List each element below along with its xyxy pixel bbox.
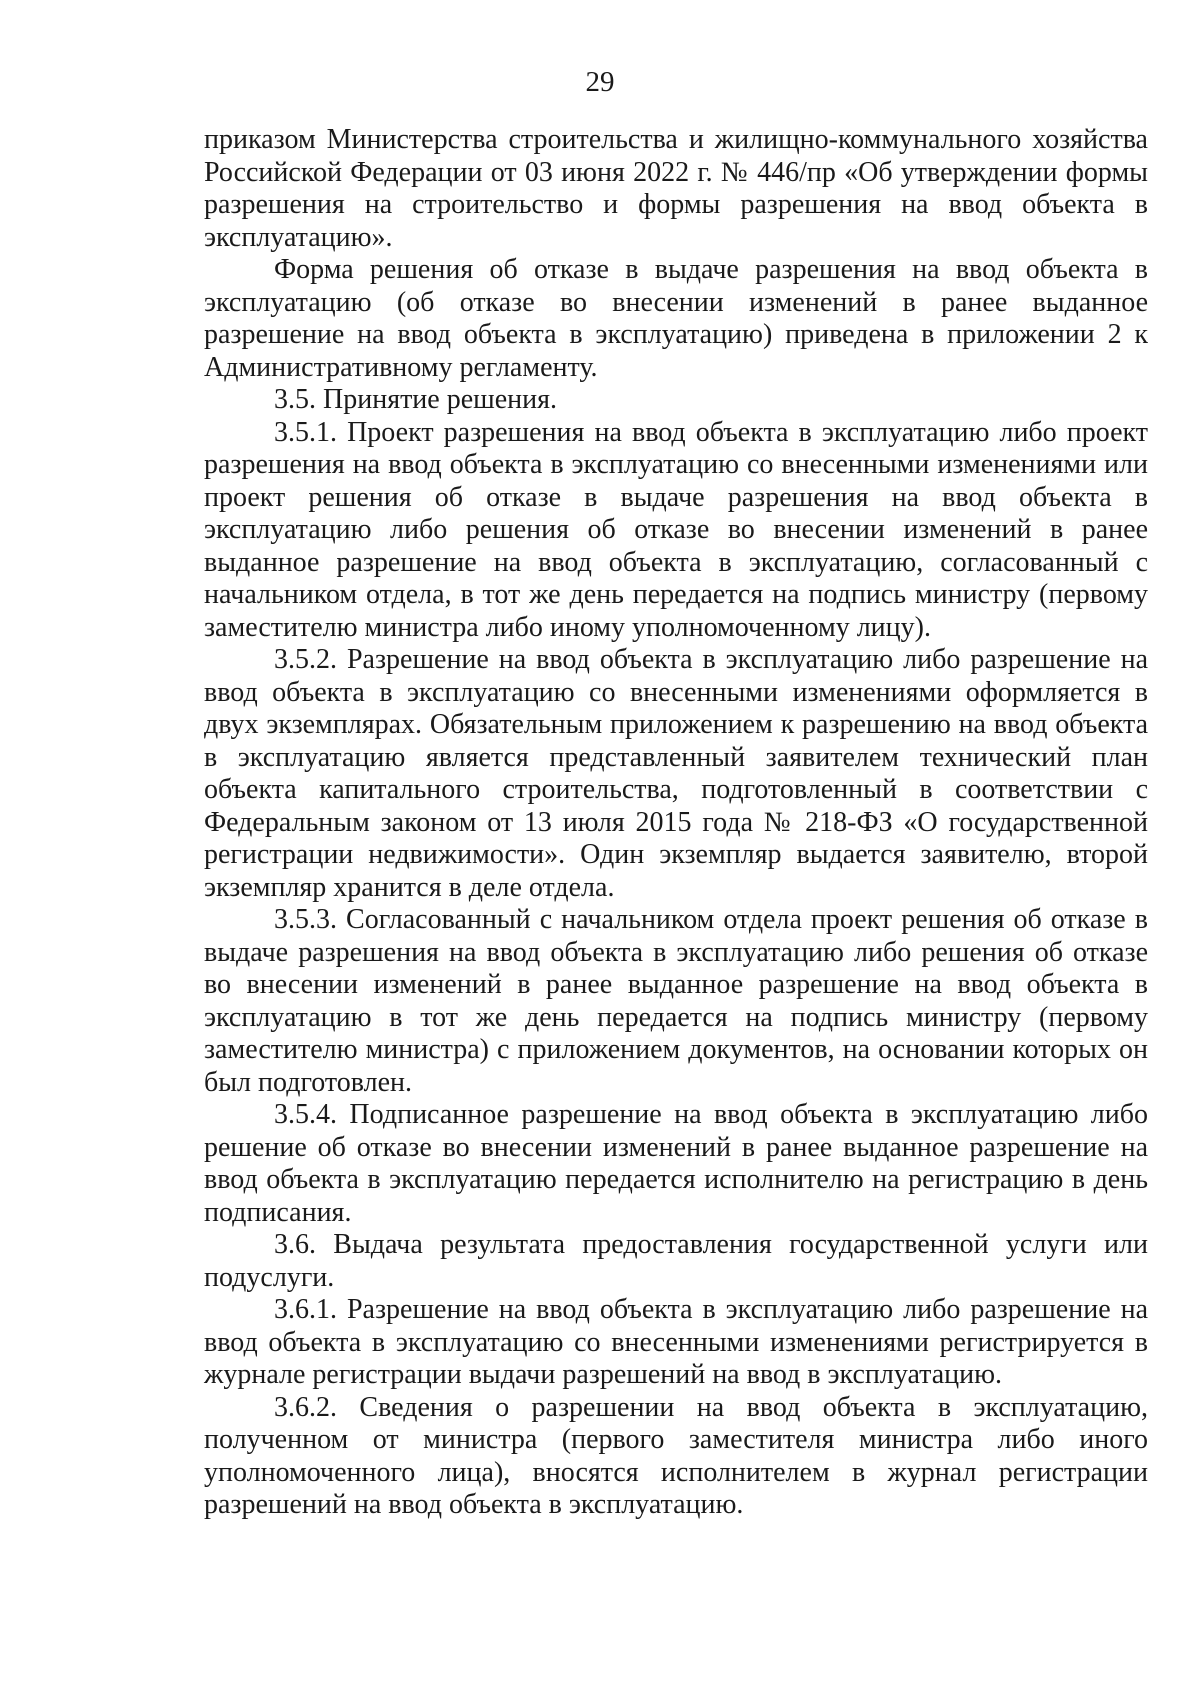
page-number: 29 bbox=[585, 66, 615, 98]
section-3-6-heading: 3.6. Выдача результата предоставления государственной услуги или подуслуги. bbox=[204, 1229, 1148, 1293]
paragraph-3-6-1: 3.6.1. Разрешение на ввод объекта в эксплуатацию либо разрешение на ввод объекта в эксплуатацию со внесенными изменениями регистрируется в журнале регистрации выдачи разрешений на ввод в эксплуатацию. bbox=[204, 1294, 1148, 1390]
paragraph-order-reference: приказом Министерства строительства и жилищно-коммунального хозяйства Российской Федерации от 03 июня 2022 г. № 446/пр «Об утверждении формы разрешения на строительство и формы разрешения на ввод объекта в эксплуатацию». bbox=[204, 124, 1148, 253]
paragraph-3-5-3: 3.5.3. Согласованный с начальником отдела проект решения об отказе в выдаче разрешения на ввод объекта в эксплуатацию либо решения об отказе во внесении изменений в ранее выданное разрешение на ввод объекта в эксплуатацию в тот же день передается на подпись министру (первому заместителю министра) с приложением документов, на основании которых он был подготовлен. bbox=[204, 904, 1148, 1098]
paragraph-3-5-2: 3.5.2. Разрешение на ввод объекта в эксплуатацию либо разрешение на ввод объекта в эксплуатацию со внесенными изменениями оформляется в двух экземплярах. Обязательным приложением к разрешению на ввод объекта в эксплуатацию является представленный заявителем технический план объекта капитального строительства, подготовленный в соответствии с Федеральным законом от 13 июля 2015 года № 218-ФЗ «О государственной регистрации недвижимости». Один экземпляр выдается заявителю, второй экземпляр хранится в деле отдела. bbox=[204, 644, 1148, 903]
section-3-5-heading: 3.5. Принятие решения. bbox=[274, 384, 557, 415]
paragraph-3-6-2: 3.6.2. Сведения о разрешении на ввод объекта в эксплуатацию, полученном от министра (первого заместителя министра либо иного уполномоченного лица), вносятся исполнителем в журнал регистрации разрешений на ввод объекта в эксплуатацию. bbox=[204, 1391, 1148, 1520]
paragraph-3-5-1: 3.5.1. Проект разрешения на ввод объекта в эксплуатацию либо проект разрешения на ввод объекта в эксплуатацию со внесенными изменениями или проект решения об отказе в выдаче разрешения на ввод объекта в эксплуатацию либо решения об отказе во внесении изменений в ранее выданное разрешение на ввод объекта в эксплуатацию, согласованный с начальником отдела, в тот же день передается на подпись министру (первому заместителю министра либо иному уполномоченному лицу). bbox=[204, 416, 1148, 643]
paragraph-3-5-4: 3.5.4. Подписанное разрешение на ввод объекта в эксплуатацию либо решение об отказе во внесении изменений в ранее выданное разрешение на ввод объекта в эксплуатацию передается исполнителю на регистрацию в день подписания. bbox=[204, 1099, 1148, 1228]
paragraph-refusal-form: Форма решения об отказе в выдаче разрешения на ввод объекта в эксплуатацию (об отказе во внесении изменений в ранее выданное разрешение на ввод объекта в эксплуатацию) приведена в приложении 2 к Административному регламенту. bbox=[204, 254, 1148, 383]
document-body bbox=[204, 124, 1148, 1522]
